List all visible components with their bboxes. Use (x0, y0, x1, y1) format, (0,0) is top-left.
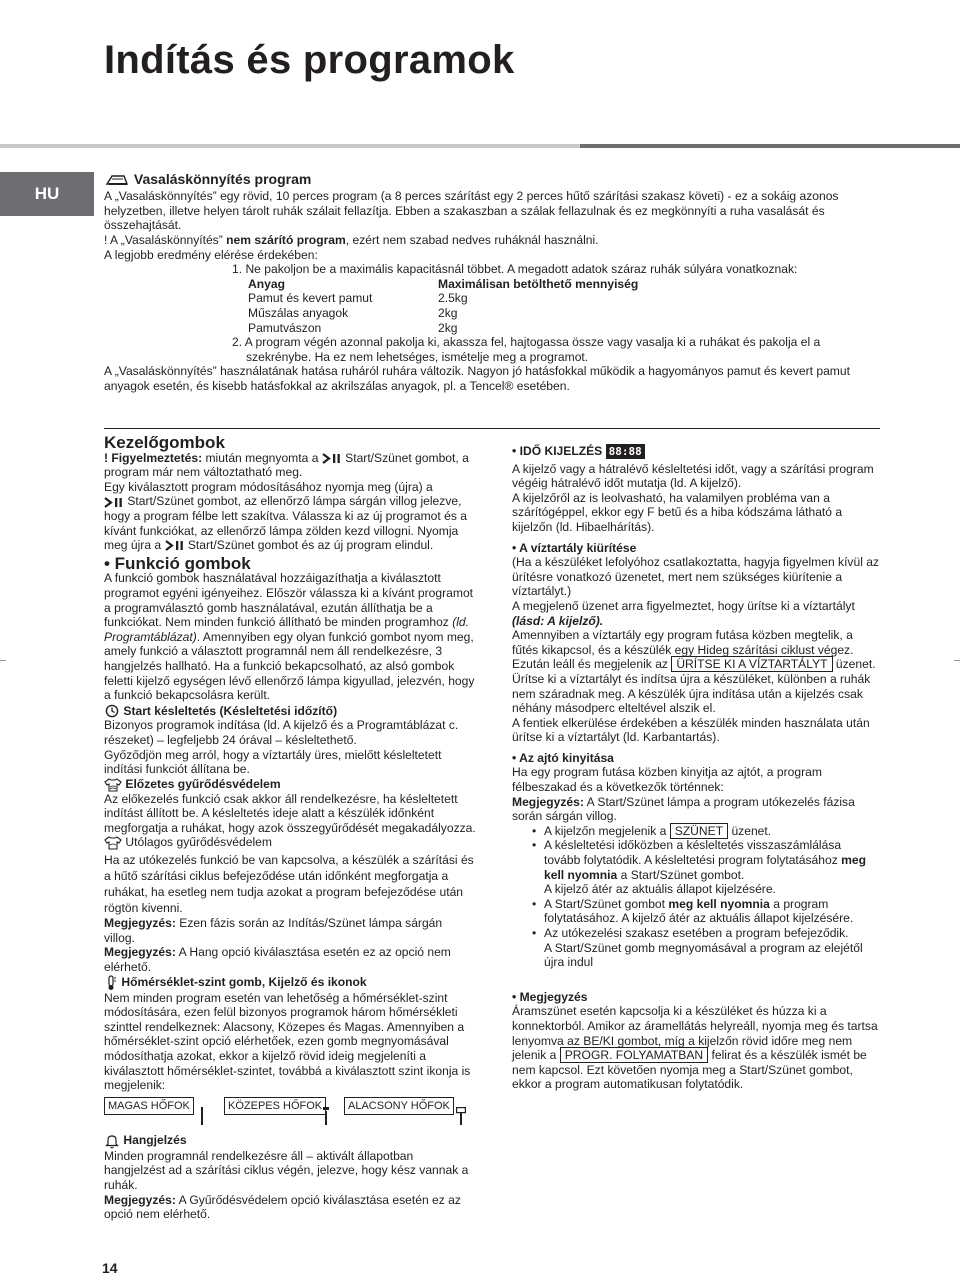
time-display-text-2: A kijelzőről az is leolvasható, ha valamilyen probléma van a szárítógéppel, ekkor egy F betű és a hiba kódszáma látható a kijelzőn (ld. Hibaelhárítás). (512, 490, 843, 534)
bullet-2-bold: meg kell nyomnia (544, 853, 867, 882)
clock-icon (104, 704, 120, 718)
temperature-heading (104, 975, 476, 991)
warning-label: ! Figyelmeztetés: (104, 450, 203, 465)
load-table-head-max: Maximálisan betölthető mennyiség (438, 276, 639, 291)
ironing-heading (104, 172, 872, 187)
label-low-temp: ALACSONY HŐFOK (344, 1097, 454, 1116)
temperature-labels (104, 1095, 476, 1127)
delay-start-text-2: Győződjön meg arról, hogy a víztartály üres, mielőtt késleltetett indítási funkciót állítana be. (104, 747, 442, 777)
bullet-3-bold: meg kell nyomnia (668, 896, 770, 911)
label-high-temp: MAGAS HŐFOK (104, 1097, 194, 1116)
list-item: • A Start/Szünet gombot meg kell nyomnia a program folytatásához. A kijelző átér az aktuális állapot kijelzésére. (532, 897, 880, 926)
bullet-4-main: Az utókezelési szakasz esetében a program befejeződik. (544, 926, 849, 940)
post-crease-text: Ha az utókezelés funkció be van kapcsolva, a készülék a szárítási és a hűtő szárítási ciklus befejeződése után időnként megforgatja a ruhákat, ha esetleg nem tudja azokat a program befejeződése után rögtön kivenni. (104, 853, 474, 916)
tank-text-3a: Amennyiben a víztartály egy program futása közben megtelik, a fűtés kikapcsol, és a készülék egy Hideg szárítási ciklust végez. Ezután leáll és megjelenik az (512, 628, 854, 672)
play-pause-icon (322, 451, 342, 465)
tank-ref: (lásd: A kijelző). (512, 613, 604, 628)
door-bullets (512, 824, 880, 970)
tank-heading: • A víztartály kiürítése (512, 540, 637, 555)
shirt-icon (104, 835, 122, 849)
sound-title: Hangjelzés (123, 1132, 187, 1147)
door-text: Ha egy program futása közben kinyitja az ajtót, a program félbeszakad és a következők történnek: (512, 765, 822, 795)
note-2 (104, 945, 476, 974)
note-3 (104, 1193, 476, 1222)
high-temp-icon (198, 1107, 206, 1125)
bullet-3-pre: A Start/Szünet gombot (544, 896, 669, 911)
bell-icon (104, 1133, 120, 1147)
delay-start-title: Start késleltetés (Késleltetési időzítő) (123, 703, 338, 718)
table-cell: 2kg (438, 320, 458, 335)
page-number: 14 (102, 1260, 118, 1276)
bullet-1-text (544, 824, 771, 839)
tank-text-4: üzenet. Ürítse ki a víztartályt és indítsa újra a készüléket, különben a ruhák nem száradnak meg. A készülék újra indítása után a kijelzés csak néhány másodperc elteltével alszik el. (512, 657, 876, 716)
time-display-title: • IDŐ KIJELZÉS (512, 444, 603, 458)
play-pause-icon (165, 538, 185, 552)
delay-start-text: Bizonyos programok indítása (ld. A kijelző és a Programtáblázat c. részeket) – legfeljebb 24 órával – késleltethető. (104, 718, 459, 748)
controls-warning (104, 451, 476, 480)
shirt-icon (104, 777, 122, 791)
table-cell: Műszálas anyagok (248, 306, 349, 321)
note-1-label: Megjegyzés: (104, 916, 176, 931)
modify-text-2: Start/Szünet gombot, az ellenőrző lámpa sárgán villog jelezve, hogy a program félbe lett szakítva. Válassza ki az új programot és a kívánt funkciókat, az ellenőrző lámpa zölden kezd villogni. Nyomja meg újra a (104, 494, 467, 553)
time-display-segment: 88:88 (606, 444, 645, 459)
list-item: • Az utókezelési szakasz esetében a program befejeződik. A Start/Szünet gomb megnyomásával a program az elejétől újra indul (532, 926, 880, 970)
door-note-text: A Start/Szünet lámpa a program utókezelés fázisa során sárgán villog. (512, 794, 855, 824)
door-note-label: Megjegyzés: (512, 794, 584, 809)
power-outage-post: felirat és a készülék ismét be nem kapcsol. Ezt követően nyomja meg a Start/Szünet gombot, ekkor a program automatikusan folytatódik. (512, 1048, 867, 1092)
function-text-2: . Amennyiben egy olyan funkció gombot nyom meg, amely funkció a választott programnál nem áll rendelkezésre, 3 hangjelzés hallható. Ha a funkció bekapcsolható, az alsó gombok feletti kijelző egységen lévő ellenőrző lámpa kigyullad, jelezvén, hogy a funkció bekapcsolásra került. (104, 629, 475, 703)
ironing-step2-cont: szekrénybe. Ha ez nem lehetséges, ismételje meg a programot. (246, 349, 589, 364)
function-ref: (ld. Programtáblázat) (104, 615, 470, 644)
ironing-warning (104, 233, 872, 248)
note-2-label: Megjegyzés: (104, 945, 176, 960)
play-pause-icon (104, 494, 124, 508)
crop-mark (0, 660, 6, 661)
right-column (512, 444, 880, 1092)
pre-crease-heading (104, 777, 476, 792)
label-medium-temp: KÖZEPES HŐFOK (224, 1097, 326, 1116)
post-crease-heading (104, 835, 476, 850)
time-display-heading (512, 444, 880, 460)
load-table-header (248, 277, 872, 292)
bullet-2-text (544, 838, 880, 896)
program-running-message: PROGR. FOLYAMATBAN (560, 1047, 708, 1063)
table-row (248, 321, 872, 336)
function-buttons-title: • Funkció gombok (104, 553, 251, 573)
controls-modify (104, 480, 476, 553)
table-cell: Pamutvászon (248, 320, 322, 335)
iron-icon (104, 171, 134, 187)
tank-text-2 (512, 599, 880, 628)
ironing-warning-post: , ezért nem szabad nedves ruháknál használni. (345, 233, 599, 248)
page-title: Indítás és programok (104, 38, 515, 82)
note-1-text: Ezen fázis során az Indítás/Szünet lámpa sárgán villog. (104, 916, 443, 945)
empty-tank-message: ÜRÍTSE KI A VÍZTARTÁLYT (671, 656, 832, 672)
note-2-text: A Hang opció kiválasztása esetén ez az opció nem elérhető. (104, 945, 451, 975)
ironing-intro: A „Vasaláskönnyítés” egy rövid, 10 perces program (a 8 perces szárítást egy 2 perces hűtő szárítási szakasz követi) - ez a sokáig azonos helyzetben, illetve helyen tárolt ruhák szálait fellazítja. Ebben a szakaszban a szálak fellazulnak és ez megkönnyíti a ruha vasalását és összehajtását. (104, 189, 839, 233)
function-text-1: A funkció gombok használatával hozzáigazíthatja a kiválasztott programot egyéni igényeihez. Először válassza ki a kívánt programot a programválasztó gomb használatával, ezután állíthatja be a funkciókat. Nem minden funkció állítható be minden programhoz (104, 571, 474, 630)
ironing-warning-pre: ! A „Vasaláskönnyítés” (104, 233, 223, 248)
section-divider (104, 428, 880, 429)
temperature-text: Nem minden program esetén van lehetőség a hőmérséklet-szint módosítására, ezen felül bizonyos programok három hőmérsékleti szinttel rendelkeznek: Alacsony, Közepes és Magas. Amennyiben a hőmérséklet-szint opció elérhetőek, ezen gomb megnyomásával módosíthatja azokat, ekkor a kijelző rövid ideig megjeleníti a kiválasztott hőmérséklet-szintet, továbbá a kiválasztott szint ikonja is megjelenik: (104, 990, 471, 1093)
pre-crease-text: Az előkezelés funkció csak akkor áll rendelkezésre, ha késleltetett indítást állított be. A késleltetés ideje alatt a készülék időnként megforgatja a ruhákat, hogy azok összegyűrődését megakadályozza. (104, 791, 476, 835)
table-row (248, 306, 872, 321)
tank-text-5: A fentiek elkerülése érdekében a készülék minden használata után ürítse ki a víztartályt (ld. Karbantartás). (512, 715, 870, 745)
note-3-label: Megjegyzés: (104, 1192, 176, 1207)
sound-heading (104, 1133, 476, 1149)
ironing-step1: 1. Ne pakoljon be a maximális kapacitásnál többet. A megadott adatok száraz ruhák súlyára vonatkoznak: (232, 262, 798, 277)
low-temp-icon (456, 1107, 466, 1125)
note-3-text: A Gyűrődésvédelem opció kiválasztása esetén ez az opció nem elérhető. (104, 1192, 461, 1222)
load-table (232, 277, 872, 335)
list-item: • A késleltetési időközben a késleltetés visszaszámlálása tovább folytatódik. A késleltetési program folytatásához meg kell nyomnia a Start/Szünet gombot. A kijelző átér az aktuális állapot kijelzésére. (532, 838, 880, 896)
post-crease-title: Utólagos gyűrődésvédelem (125, 835, 272, 850)
bullet-4-extra: A Start/Szünet gomb megnyomásával a program az elejétől újra indul (544, 940, 863, 970)
power-outage-text (512, 1004, 880, 1092)
thermometer-icon (104, 975, 118, 989)
delay-start-heading (104, 704, 476, 719)
tank-text-2a: A megjelenő üzenet arra figyelmeztet, hogy ürítse ki a víztartályt (512, 598, 855, 613)
table-cell: Pamut és kevert pamut (248, 291, 373, 306)
table-row (248, 291, 872, 306)
note-heading: • Megjegyzés (512, 989, 588, 1004)
ironing-heading-text: Vasaláskönnyítés program (133, 171, 312, 187)
pause-message: SZÜNET (670, 823, 728, 839)
language-tab: HU (0, 172, 94, 216)
list-item: • A kijelzőn megjelenik a SZÜNET üzenet. (532, 823, 772, 838)
function-buttons-text (104, 571, 476, 702)
door-heading: • Az ajtó kinyitása (512, 750, 614, 765)
ironing-step2: 2. A program végén azonnal pakolja ki, akassza fel, hajtogassa össze vagy vasalja ki a ruhákat és pakolja el a (232, 335, 821, 350)
time-display-text: A kijelző vagy a hátralévő késleltetési időt, vagy a szárítási program végéig hátralévő időt mutatja (ld. A kijelző). (512, 461, 874, 491)
note-1 (104, 916, 476, 945)
ironing-warning-bold: nem szárító program (226, 233, 346, 248)
door-note (512, 795, 880, 824)
modify-text-1: Egy kiválasztott program módosításához nyomja meg (újra) a (104, 479, 433, 494)
bullet-2-extra: A kijelző átér az aktuális állapot kijelzésére. (544, 882, 776, 897)
warning-text: miután megnyomta a (202, 450, 322, 465)
power-outage-pre: Áramszünet esetén kapcsolja ki a készüléket és húzza ki a konnektorból. Amikor az áramellátás helyreáll, nyomja meg és tartsa lenyomva az BE/KI gombot, míg a kijelzőn rövid időre meg nem jelenik a (512, 1004, 878, 1063)
tank-text: (Ha a készüléket lefolyóhoz csatlakoztatta, hagyja figyelmen kívül az ürítésre vonatkozó üzenetet, mert nem szükséges kiürítenie a víztartályt.) (512, 555, 880, 599)
table-cell: 2kg (438, 306, 458, 321)
header-rule-accent (580, 144, 960, 148)
left-column (104, 433, 476, 1222)
sound-text: Minden programnál rendelkezésre áll – aktivált állapotban hangjelzést ad a szárítási ciklus végén, jelezve, hogy kész vannak a ruhák. (104, 1148, 469, 1192)
load-table-head-material: Anyag (248, 276, 285, 291)
bullet-3-text (544, 897, 880, 926)
ironing-section (104, 172, 872, 394)
modify-text-3: Start/Szünet gombot és az új program elindul. (184, 538, 434, 553)
medium-temp-icon (322, 1107, 330, 1125)
table-cell: 2.5kg (438, 291, 468, 306)
tank-text-3 (512, 628, 880, 716)
warning-text-2: Start/Szünet gombot, a program már nem változtatható meg. (104, 450, 469, 480)
bullet-2-post: a Start/Szünet gombot. (617, 867, 745, 882)
temperature-title: Hőmérséklet-szint gomb, Kijelző és ikonok (121, 974, 367, 989)
bullet-1-pre: A kijelzőn megjelenik a (544, 823, 670, 838)
bullet-4-text (544, 926, 880, 970)
controls-title: Kezelőgombok (104, 433, 225, 452)
ironing-effect: A „Vasaláskönnyítés” használatának hatása ruháról ruhára változik. Nagyon jó hatásfokkal működik a hagyományos pamut és kevert pamut anyagok esetén, és kisebb hatásfokkal az akrilszálas anyagok, pl. a Tencel® esetében. (104, 364, 850, 394)
bullet-3-post: a program folytatásához. A kijelző átér az aktuális állapot kijelzésére. (544, 896, 854, 926)
crop-mark (954, 660, 960, 661)
bullet-2-pre: A késleltetési időközben a késleltetés visszaszámlálása tovább folytatódik. A késleltetési program folytatásához (544, 838, 842, 868)
bullet-1-post: üzenet. (728, 823, 772, 838)
pre-crease-title: Előzetes gyűrődésvédelem (125, 776, 281, 791)
ironing-best: A legjobb eredmény elérése érdekében: (104, 247, 318, 262)
